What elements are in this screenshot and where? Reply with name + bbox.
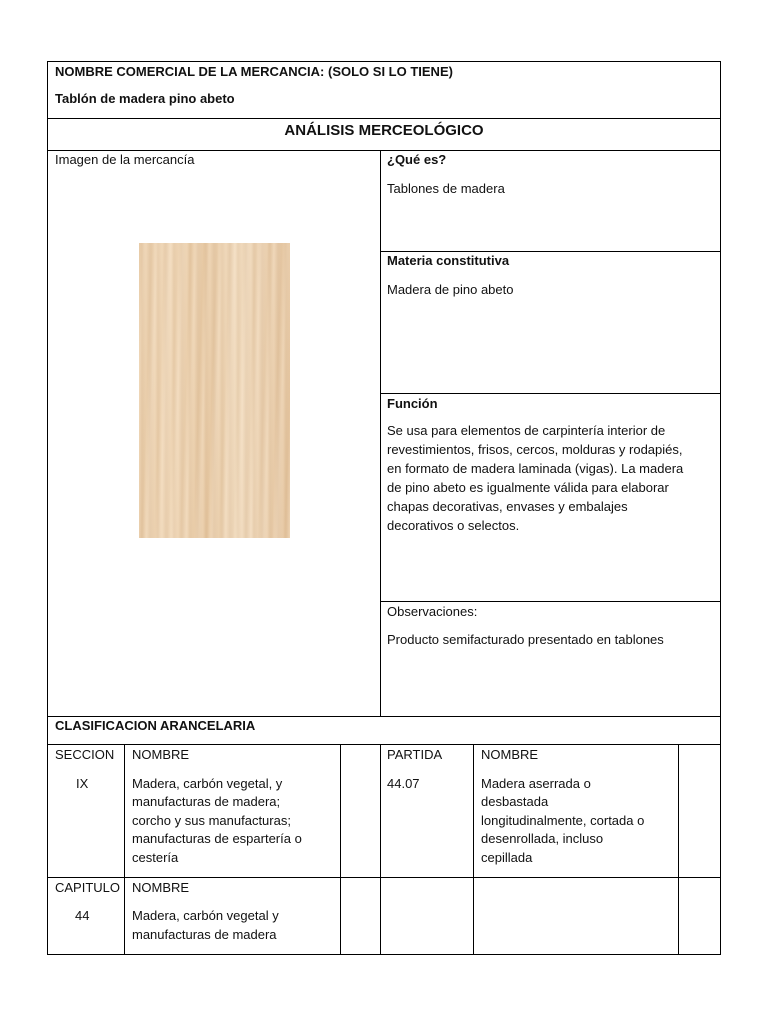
- funcion-line: Se usa para elementos de carpintería interior de: [387, 423, 666, 438]
- funcion-line: decorativos o selectos.: [387, 518, 520, 533]
- partida-nombre-line: desbastada: [481, 794, 549, 809]
- divider: [380, 744, 381, 955]
- divider: [380, 150, 381, 716]
- partida-nombre-line: Madera aserrada o: [481, 776, 591, 791]
- capitulo-label: CAPITULO: [55, 880, 121, 895]
- seccion-nombre-line: manufacturas de espartería o: [132, 831, 302, 846]
- observaciones-label: Observaciones:: [387, 604, 478, 619]
- que-es-label: ¿Qué es?: [387, 152, 447, 167]
- capitulo-nombre-line: Madera, carbón vegetal y: [132, 908, 279, 923]
- divider: [473, 744, 474, 955]
- divider: [47, 744, 721, 745]
- funcion-line: de pino abeto es igualmente válida para elaborar: [387, 480, 669, 495]
- partida-nombre-line: longitudinalmente, cortada o: [481, 813, 645, 828]
- divider: [380, 601, 721, 602]
- divider: [380, 393, 721, 394]
- capitulo-nombre-label: NOMBRE: [132, 880, 190, 895]
- materia-label: Materia constitutiva: [387, 253, 510, 268]
- partida-nombre-label: NOMBRE: [481, 747, 539, 762]
- partida-nombre-line: desenrollada, incluso: [481, 831, 604, 846]
- funcion-label: Función: [387, 396, 438, 411]
- funcion-line: en formato de madera laminada (vigas). La madera: [387, 461, 684, 476]
- divider: [124, 744, 125, 955]
- partida-nombre-line: cepillada: [481, 850, 533, 865]
- capitulo-nombre-line: manufacturas de madera: [132, 927, 277, 942]
- capitulo-value: 44: [75, 908, 90, 923]
- seccion-nombre-line: manufacturas de madera;: [132, 794, 281, 809]
- seccion-nombre-line: Madera, carbón vegetal, y: [132, 776, 283, 791]
- image-label: Imagen de la mercancía: [55, 152, 195, 167]
- partida-value: 44.07: [387, 776, 420, 791]
- commercial-name-label: NOMBRE COMERCIAL DE LA MERCANCIA: (SOLO SI LO TIENE): [55, 64, 453, 79]
- seccion-nombre-line: corcho y sus manufacturas;: [132, 813, 291, 828]
- observaciones-value: Producto semifacturado presentado en tablones: [387, 632, 664, 647]
- wood-plank-image: [139, 243, 290, 538]
- divider: [47, 877, 721, 878]
- clasificacion-title: CLASIFICACION ARANCELARIA: [55, 718, 256, 733]
- seccion-nombre-label: NOMBRE: [132, 747, 190, 762]
- seccion-nombre-line: cestería: [132, 850, 179, 865]
- funcion-line: revestimientos, frisos, cercos, molduras y rodapiés,: [387, 442, 683, 457]
- analysis-title: ANÁLISIS MERCEOLÓGICO: [284, 122, 484, 139]
- divider: [47, 118, 721, 119]
- commercial-name-value: Tablón de madera pino abeto: [55, 91, 235, 106]
- funcion-line: chapas decorativas, envases y embalajes: [387, 499, 628, 514]
- seccion-value: IX: [76, 776, 89, 791]
- partida-label: PARTIDA: [387, 747, 443, 762]
- divider: [340, 744, 341, 955]
- divider: [678, 744, 679, 955]
- seccion-label: SECCION: [55, 747, 115, 762]
- materia-value: Madera de pino abeto: [387, 282, 514, 297]
- que-es-value: Tablones de madera: [387, 181, 505, 196]
